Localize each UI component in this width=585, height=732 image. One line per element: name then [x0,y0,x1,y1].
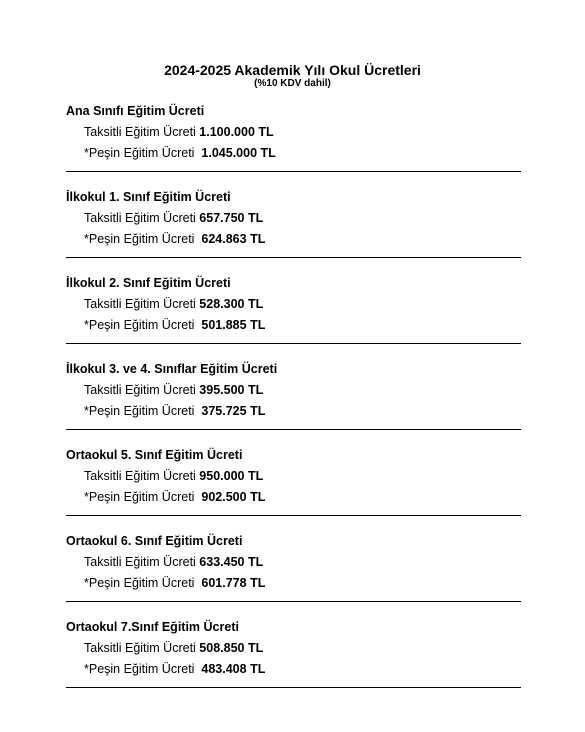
fee-section-grade-2 [66,275,521,361]
installment-fee-label: Taksitli Eğitim Ücreti [84,297,200,311]
cash-fee-row [84,661,265,677]
installment-fee-row [84,554,263,570]
installment-fee-row [84,382,263,398]
cash-fee-label: *Peşin Eğitim Ücreti [84,490,202,504]
cash-fee-amount: 483.408 TL [201,662,266,676]
cash-fee-amount: 501.885 TL [201,318,266,332]
installment-fee-amount: 633.450 TL [199,555,264,569]
section-heading: Ortaokul 7.Sınıf Eğitim Ücreti [66,620,239,634]
installment-fee-row [84,640,263,656]
installment-fee-row [84,124,274,140]
cash-fee-row [84,145,276,161]
cash-fee-amount: 902.500 TL [201,490,266,504]
cash-fee-label: *Peşin Eğitim Ücreti [84,318,202,332]
cash-fee-label: *Peşin Eğitim Ücreti [84,404,202,418]
fee-section-grade-1 [66,189,521,275]
section-heading: İlkokul 3. ve 4. Sınıflar Eğitim Ücreti [66,362,278,376]
section-heading: Ortaokul 6. Sınıf Eğitim Ücreti [66,534,243,548]
installment-fee-label: Taksitli Eğitim Ücreti [84,641,200,655]
installment-fee-label: Taksitli Eğitim Ücreti [84,383,200,397]
installment-fee-amount: 950.000 TL [199,469,264,483]
fee-section-grade-5 [66,447,521,533]
fee-section-kindergarten [66,103,521,189]
cash-fee-row [84,575,265,591]
section-heading: Ana Sınıfı Eğitim Ücreti [66,104,205,118]
document-subtitle: (%10 KDV dahil) [254,78,331,89]
installment-fee-label: Taksitli Eğitim Ücreti [84,211,200,225]
cash-fee-row [84,403,265,419]
fee-section-grades-3-4 [66,361,521,447]
cash-fee-label: *Peşin Eğitim Ücreti [84,146,202,160]
installment-fee-label: Taksitli Eğitim Ücreti [84,125,200,139]
cash-fee-amount: 1.045.000 TL [201,146,276,160]
cash-fee-amount: 624.863 TL [201,232,266,246]
installment-fee-row [84,296,263,312]
document-title: 2024-2025 Akademik Yılı Okul Ücretleri [164,62,421,78]
section-heading: Ortaokul 5. Sınıf Eğitim Ücreti [66,448,243,462]
cash-fee-row [84,317,265,333]
installment-fee-label: Taksitli Eğitim Ücreti [84,469,200,483]
section-heading: İlkokul 1. Sınıf Eğitim Ücreti [66,190,231,204]
installment-fee-amount: 1.100.000 TL [199,125,274,139]
section-divider [66,515,521,516]
cash-fee-label: *Peşin Eğitim Ücreti [84,232,202,246]
installment-fee-amount: 657.750 TL [199,211,264,225]
section-divider [66,171,521,172]
section-divider [66,257,521,258]
section-heading: İlkokul 2. Sınıf Eğitim Ücreti [66,276,231,290]
installment-fee-amount: 508.850 TL [199,641,264,655]
installment-fee-row [84,210,263,226]
installment-fee-row [84,468,263,484]
cash-fee-amount: 375.725 TL [201,404,266,418]
installment-fee-amount: 528.300 TL [199,297,264,311]
cash-fee-label: *Peşin Eğitim Ücreti [84,576,202,590]
fee-section-grade-6 [66,533,521,619]
section-divider [66,343,521,344]
cash-fee-row [84,231,265,247]
section-divider [66,429,521,430]
installment-fee-label: Taksitli Eğitim Ücreti [84,555,200,569]
cash-fee-amount: 601.778 TL [201,576,266,590]
section-divider [66,601,521,602]
cash-fee-row [84,489,265,505]
cash-fee-label: *Peşin Eğitim Ücreti [84,662,202,676]
installment-fee-amount: 395.500 TL [199,383,264,397]
fee-section-grade-7 [66,619,521,705]
section-divider [66,687,521,688]
